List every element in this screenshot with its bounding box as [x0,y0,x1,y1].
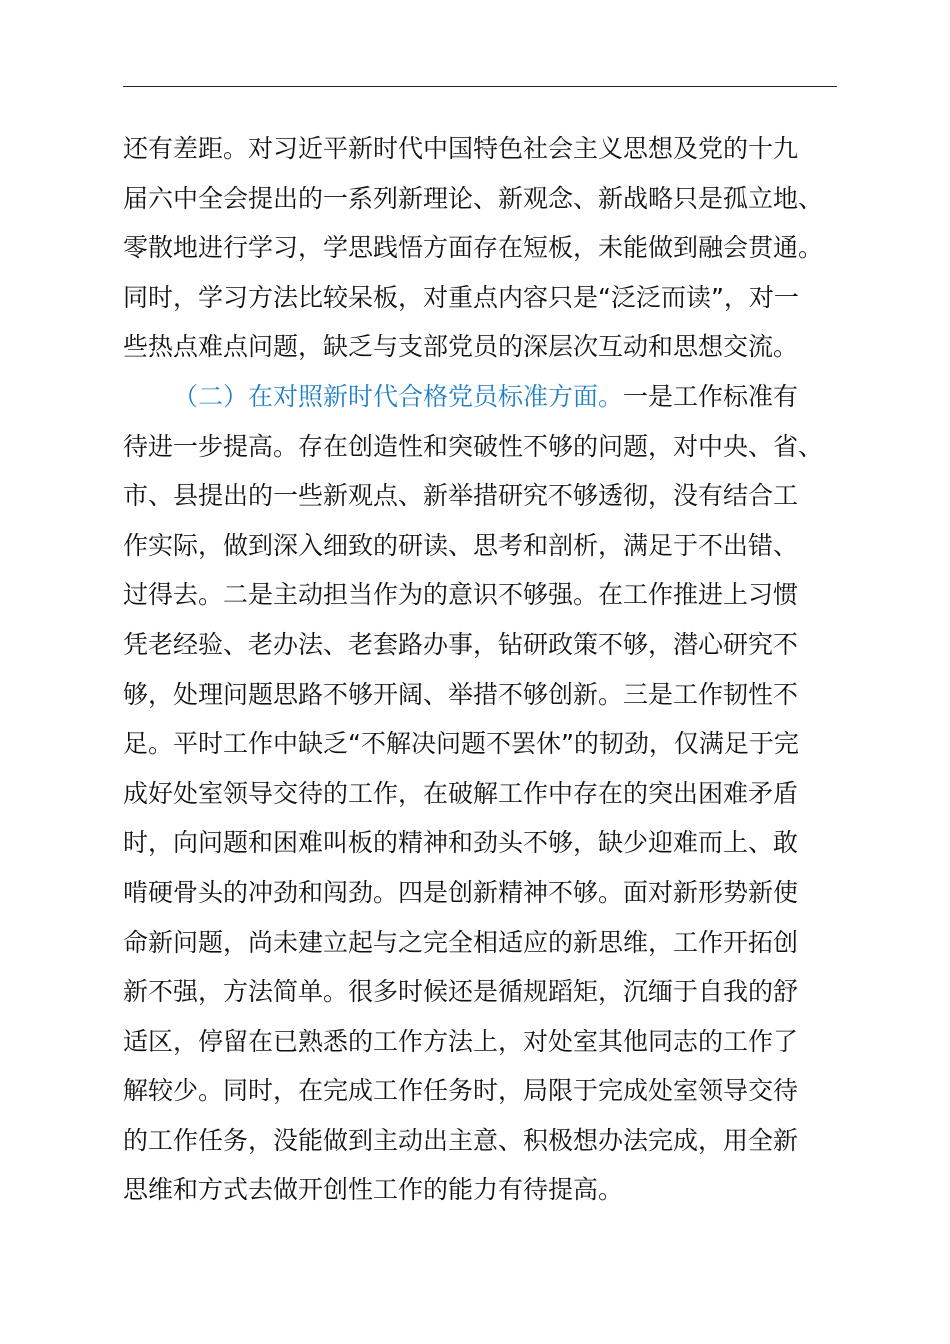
body-line: 命新问题，尚未建立起与之完全相适应的新思维，工作开拓创 [123,927,799,957]
document-body [123,124,837,1215]
section-two-heading-line [123,372,837,422]
body-line: 待进一步提高。存在创造性和突破性不够的问题，对中央、省、 [123,431,824,461]
body-line: 同时，学习方法比较呆板，对重点内容只是“泛泛而读”，对一 [123,282,799,312]
body-line: 啃硬骨头的冲劲和闯劲。四是创新精神不够。面对新形势新使 [123,877,799,907]
body-line: 届六中全会提出的一系列新理论、新观念、新战略只是孤立地、 [123,183,824,213]
body-line: 些热点难点问题，缺乏与支部党员的深层次互动和思想交流。 [123,332,799,362]
body-line: 时，向问题和困难叫板的精神和劲头不够，缺少迎难而上、敢 [123,828,799,858]
body-line: 作实际，做到深入细致的研读、思考和剖析，满足于不出错、 [123,530,799,560]
body-line: 过得去。二是主动担当作为的意识不够强。在工作推进上习惯 [123,580,799,610]
body-line: 新不强，方法简单。很多时候还是循规蹈矩，沉缅于自我的舒 [123,977,799,1007]
body-line: 市、县提出的一些新观点、新举措研究不够透彻，没有结合工 [123,481,799,511]
body-line: 凭老经验、老办法、老套路办事，钻研政策不够，潜心研究不 [123,629,799,659]
body-line: 思维和方式去做开创性工作的能力有待提高。 [123,1175,624,1205]
body-line: 解较少。同时，在完成工作任务时，局限于完成处室领导交待 [123,1076,799,1106]
body-line: 足。平时工作中缺乏“不解决问题不罢休”的韧劲，仅满足于完 [123,729,799,759]
body-line: 的工作任务，没能做到主动出主意、积极想办法完成，用全新 [123,1125,799,1155]
section-two-heading-tail: 一是工作标准有 [623,381,799,411]
section-two-heading: （二）在对照新时代合格党员标准方面。 [173,381,624,411]
header-rule [123,86,837,87]
body-line: 零散地进行学习，学思践悟方面存在短板，未能做到融会贯通。 [123,233,824,263]
body-line: 够，处理问题思路不够开阔、举措不够创新。三是工作韧性不 [123,679,799,709]
body-line: 成好处室领导交待的工作，在破解工作中存在的突出困难矛盾 [123,778,799,808]
body-line: 还有差距。对习近平新时代中国特色社会主义思想及党的十九 [123,134,799,163]
body-line: 适区，停留在已熟悉的工作方法上，对处室其他同志的工作了 [123,1026,799,1056]
